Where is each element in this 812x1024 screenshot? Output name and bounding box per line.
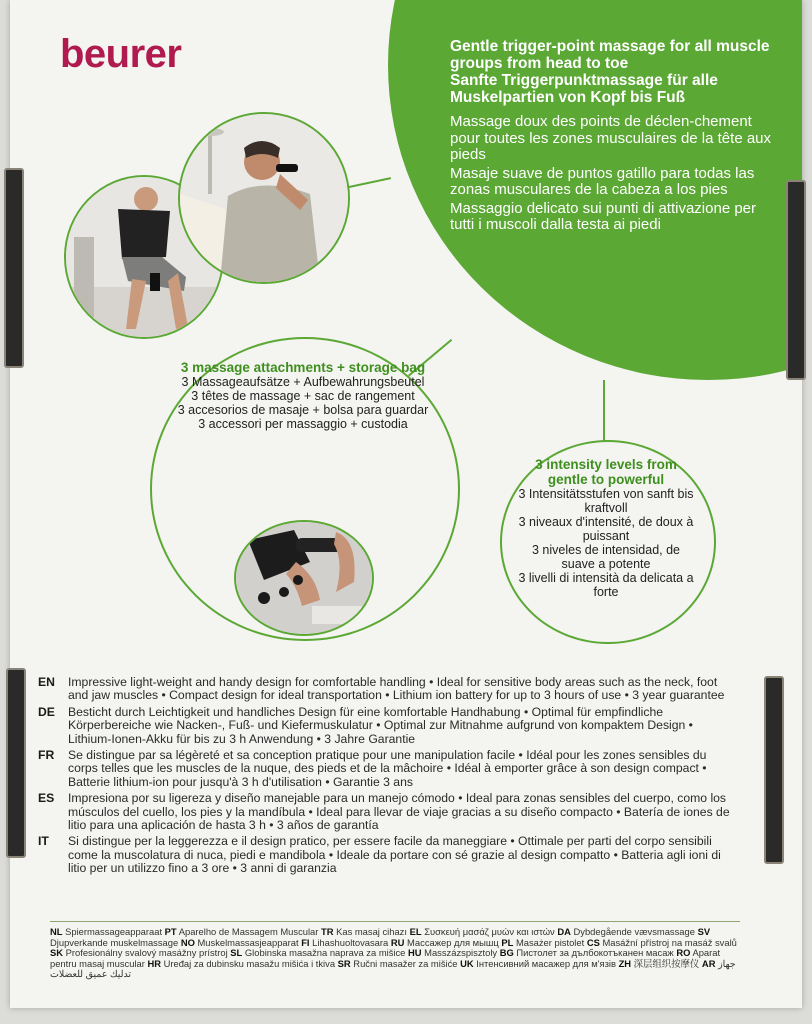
language-code: EN xyxy=(38,675,55,689)
product-name: Массажер для мышц xyxy=(407,936,499,948)
language-code: CS xyxy=(586,936,600,948)
language-code: FR xyxy=(38,748,55,763)
intensity-line: 3 niveaux d'intensité, de doux à puissant xyxy=(518,515,694,543)
language-code: PL xyxy=(501,936,514,948)
headline-es: Masaje suave de puntos gatillo para todas las zonas musculares de la cabeza a los pies xyxy=(450,164,755,198)
language-code: PT xyxy=(164,926,177,937)
photo-neck-massage xyxy=(178,112,350,284)
feature-descriptions xyxy=(38,675,738,879)
language-code: RO xyxy=(676,947,691,959)
connector-line xyxy=(603,380,605,442)
product-box xyxy=(10,0,802,1008)
product-names xyxy=(50,927,740,980)
box-tab-left-top xyxy=(4,168,24,368)
product-name: Dybdegående vævsmassage xyxy=(573,926,695,937)
language-code: RU xyxy=(390,936,405,948)
language-code: EL xyxy=(409,926,422,937)
language-code: BG xyxy=(499,947,514,959)
description-row xyxy=(38,834,738,876)
product-name: Aparat pentru masaj muscular xyxy=(50,947,721,969)
box-tab-left-bottom xyxy=(6,668,26,858)
intensity-line: 3 Intensitätsstufen von sanft bis kraftvoll xyxy=(518,487,694,515)
language-code: DE xyxy=(38,704,55,719)
language-code: HR xyxy=(147,957,161,969)
product-name: Globinska masažna naprava za mišice xyxy=(244,947,406,959)
product-name: Συσκευή μασάζ μυών και ιστών xyxy=(424,926,555,937)
product-name: Aparelho de Massagem Muscular xyxy=(178,926,319,937)
language-code: SV xyxy=(697,926,711,937)
language-code: SL xyxy=(230,947,243,959)
product-name: Uređaj za dubinsku masažu mišića i tkiva xyxy=(163,957,336,969)
product-name: 深层组织按摩仪 xyxy=(633,957,700,969)
language-code: SK xyxy=(50,947,64,959)
box-tab-right-bottom xyxy=(764,676,784,864)
language-code: ZH xyxy=(618,957,632,969)
brand-logo: beurer xyxy=(60,32,182,76)
attachments-line: 3 Massageaufsätze + Aufbewahrungsbeutel xyxy=(181,375,425,389)
product-name: Djupverkande muskelmassage xyxy=(50,936,179,948)
description-text: Impressive light-weight and handy design for comfortable handling • Ideal for sensitive body areas such as the neck, foot and jaw muscles • Compact design for ideal transportation • Lithium ion battery for up to 3 hours of use • 3 year guarantee xyxy=(68,675,725,703)
description-text: Besticht durch Leichtigkeit und handliches Design für eine komfortable Handhabung • Optimal für empfindliche Körperbereiche wie Nacken-, Fuß- und Kiefermuskulatur • Optimal zur Mitnahme aufgrund von kompaktem Design • Lithium-Ionen-Akku für bis zu 3 h Anwendung • 3 Jahre Garantie xyxy=(68,704,693,746)
attachments-text xyxy=(170,360,436,431)
language-code: TR xyxy=(321,926,334,937)
product-name: Muskelmassasjeapparat xyxy=(197,936,299,948)
intensity-heading: 3 intensity levels from gentle to powerful xyxy=(535,457,677,487)
language-code: UK xyxy=(460,957,474,969)
language-code: SR xyxy=(337,957,351,969)
description-row xyxy=(38,675,738,703)
intensity-line: 3 niveles de intensidad, de suave a potente xyxy=(531,543,681,571)
product-name: Ručni masažer za mišiće xyxy=(353,957,458,969)
description-row xyxy=(38,704,738,746)
language-code: NL xyxy=(50,926,63,937)
headline-it: Massaggio delicato sui punti di attivazione per tutti i muscoli dalla testa ai piedi xyxy=(450,199,757,233)
intensity-text xyxy=(514,457,698,599)
attachments-line: 3 accesorios de masaje + bolsa para guardar xyxy=(177,403,429,417)
language-code: AR xyxy=(701,957,716,969)
headline-en: Gentle trigger-point massage for all muscle groups from head to toe xyxy=(450,38,770,72)
product-name: Spiermassageapparaat xyxy=(65,926,163,937)
language-code: ES xyxy=(38,791,55,806)
description-text: Si distingue per la leggerezza e il design pratico, per essere facile da maneggiare • Ottimale per parti del corpo sensibili come la muscolatura di nuca, piedi e mandibola • Ideale da portare con sé grazie al design compatto • Batteria agli ioni di litio per un utilizzo fino a 3 ore • 3 anni di garanzia xyxy=(68,834,721,876)
product-name: Kas masaj cihazı xyxy=(336,926,407,937)
attachments-heading: 3 massage attachments + storage bag xyxy=(180,360,426,375)
language-code: FI xyxy=(301,936,310,948)
description-row xyxy=(38,748,738,789)
language-code: HU xyxy=(408,947,422,959)
photo-attachments-bag xyxy=(234,520,374,636)
product-name: Masszázspisztoly xyxy=(424,947,498,959)
product-name: Lihashuoltovasara xyxy=(312,936,389,948)
description-row xyxy=(38,791,738,833)
product-name: Інтенсивний масажер для м'язів xyxy=(476,957,616,969)
product-name: Masážní přístroj na masáž svalů xyxy=(602,936,737,948)
language-code: IT xyxy=(38,834,49,849)
headline-de: Sanfte Triggerpunktmassage für alle Muskelpartien von Kopf bis Fuß xyxy=(450,72,718,106)
attachments-line: 3 têtes de massage + sac de rangement xyxy=(191,389,415,403)
headline-fr: Massage doux des points de déclen-chement pour toutes les zones musculaires de la tête aux pieds xyxy=(450,113,772,163)
language-code: DA xyxy=(557,926,571,937)
intensity-line: 3 livelli di intensità da delicata a forte xyxy=(518,571,694,599)
product-name: جهاز تدليك عميق للعضلات xyxy=(50,957,736,980)
description-text: Se distingue par sa légèreté et sa conception pratique pour une manipulation facile • Idéal pour les zones sensibles du corps telles que les muscles de la nuque, des pieds et de la mâchoire • Idéal à emporter grâce à son design compact • Batterie lithium-ion pour jusqu'à 3 h d'utilisation • Garantie 3 ans xyxy=(68,748,707,789)
attachments-line: 3 accessori per massaggio + custodia xyxy=(198,417,408,431)
product-name: Masażer pistolet xyxy=(515,936,585,948)
language-code: NO xyxy=(180,936,195,948)
product-name: Profesionálny svalový masážny prístroj xyxy=(65,947,228,959)
box-tab-right-top xyxy=(786,180,806,380)
product-name: Пистолет за дълбокотъканен масаж xyxy=(516,947,674,959)
divider xyxy=(50,921,740,922)
headline-block xyxy=(450,38,780,234)
description-text: Impresiona por su ligereza y diseño manejable para un manejo cómodo • Ideal para zonas sensibles del cuerpo, como los músculos del cuello, los pies y la mandíbula • Ideal para llevar de viaje gracias a su diseño compacto • Batería de iones de litio para una aplicación de hasta 3 h • 3 años de garantía xyxy=(68,791,730,833)
